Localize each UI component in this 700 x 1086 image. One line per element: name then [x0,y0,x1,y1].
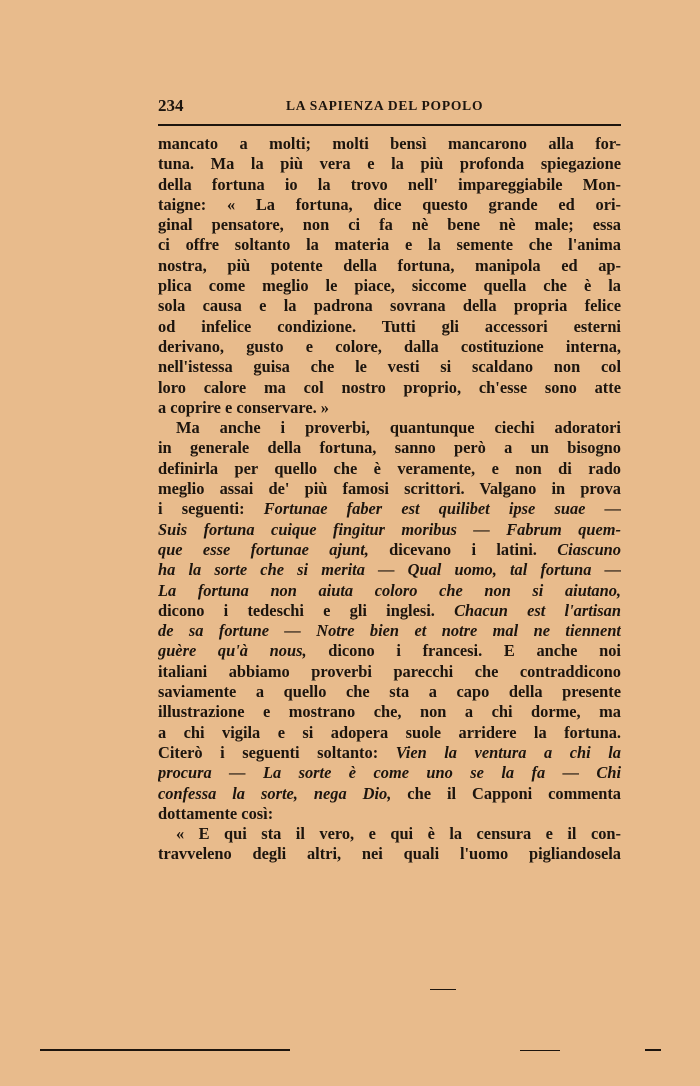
italic-text-segment: Ciascuno [557,539,621,559]
text-segment: italiani abbiamo proverbi parecchi che contraddicono [158,661,621,681]
text-line [158,499,621,519]
text-line [158,215,621,235]
page-body-text [158,134,621,865]
text-line [158,418,621,438]
italic-text-segment: ha la sorte che si merita — Qual uomo, tal fortuna — [158,560,621,580]
running-head: LA SAPIENZA DEL POPOLO [286,98,484,113]
text-line [158,337,621,357]
decorative-rule [645,1049,661,1051]
italic-text-segment: de sa fortune — Notre bien et notre mal ne tiennent [158,621,621,641]
text-line [158,743,621,763]
italic-text-segment: confessa la sorte, nega Dio, [158,783,392,803]
text-line [158,378,621,398]
text-line [158,357,621,377]
text-line [158,540,621,560]
italic-text-segment: procura — La sorte è come uno se la fa — Chi [158,763,621,783]
text-segment: sola causa e la padrona sovrana della propria felice [158,296,621,316]
italic-text-segment: que esse fortunae ajunt, [158,539,369,559]
italic-text-segment: Suis fortuna cuique fingitur moribus — Fabrum quem- [158,519,621,539]
text-line [158,784,621,804]
text-segment: derivano, gusto e colore, dalla costituzione interna, [158,336,621,356]
text-line [158,479,621,499]
text-line [158,601,621,621]
text-segment: definirla per quello che è veramente, e non di rado [158,458,621,478]
text-segment: a chi vigila e si adopera suole arridere la fortuna. [158,722,621,742]
decorative-rule [430,989,456,990]
text-line [158,581,621,601]
text-segment: Ma anche i proverbi, quantunque ciechi adoratori [176,418,621,438]
text-line [158,682,621,702]
text-line [158,296,621,316]
text-segment: taigne: « La fortuna, dice questo grande ed ori- [158,194,621,214]
page-header [158,96,621,118]
italic-text-segment: Chacun est l'artisan [454,600,621,620]
text-line [158,276,621,296]
text-line [158,134,621,154]
decorative-rule [40,1049,290,1051]
text-segment: travveleno degli altri, nei quali l'uomo pigliandosela [158,844,621,864]
text-line [158,824,621,844]
text-segment: che il Capponi commenta [391,783,621,803]
text-line [158,195,621,215]
text-line [158,520,621,540]
text-segment: dicevano i latini. [368,539,558,559]
text-segment: ginal pensatore, non ci fa nè bene nè male; essa [158,215,621,235]
text-segment: della fortuna io la trovo nell' impareggiabile Mon- [158,174,621,194]
text-segment: Citerò i seguenti soltanto: [158,742,396,762]
text-line [158,723,621,743]
text-line [158,175,621,195]
text-segment: dicono i francesi. E anche noi [306,641,621,661]
text-line [158,804,621,824]
text-line [158,154,621,174]
text-line [158,256,621,276]
text-line [158,560,621,580]
page-number: 234 [158,96,184,115]
text-segment: saviamente a quello che sta a capo della presente [158,682,621,702]
italic-text-segment: Vien la ventura a chi la [395,742,621,762]
italic-text-segment: La fortuna non aiuta coloro che non si aiutano, [158,580,621,600]
text-segment: plica come meglio le piace, siccome quella che è la [158,276,621,296]
italic-text-segment: Fortunae faber est quilibet ipse suae — [263,499,621,519]
header-rule [158,124,621,126]
text-segment: loro calore ma col nostro proprio, ch'esse sono atte [158,377,621,397]
text-line [158,641,621,661]
text-segment: « E qui sta il vero, e qui è la censura e il con- [176,824,621,844]
text-segment: od infelice condizione. Tutti gli accessori esterni [158,316,621,336]
text-line [158,844,621,864]
text-segment: nell'istessa guisa che le vesti si scaldano non col [158,357,621,377]
text-line [158,763,621,783]
decorative-rule [520,1050,560,1051]
text-segment: ci offre soltanto la materia e la semente che l'anima [158,235,621,255]
text-line [158,398,621,418]
text-segment: meglio assai de' più famosi scrittori. Valgano in prova [158,479,621,499]
text-segment: tuna. Ma la più vera e la più profonda spiegazione [158,154,621,174]
text-line [158,317,621,337]
text-line [158,235,621,255]
text-line [158,459,621,479]
text-segment: nostra, più potente della fortuna, manipola ed ap- [158,255,621,275]
text-segment: in generale della fortuna, sanno però a un bisogno [158,438,621,458]
text-segment: a coprire e conservare. » [158,397,329,417]
text-line [158,662,621,682]
text-segment: illustrazione e mostrano che, non a chi dorme, ma [158,702,621,722]
text-segment: i seguenti: [158,499,264,519]
text-line [158,438,621,458]
text-segment: dicono i tedeschi e gli inglesi. [158,600,455,620]
text-segment: mancato a molti; molti bensì mancarono alla for- [158,134,621,153]
italic-text-segment: guère qu'à nous, [158,641,307,661]
text-segment: dottamente così: [158,803,274,823]
text-line [158,702,621,722]
text-line [158,621,621,641]
